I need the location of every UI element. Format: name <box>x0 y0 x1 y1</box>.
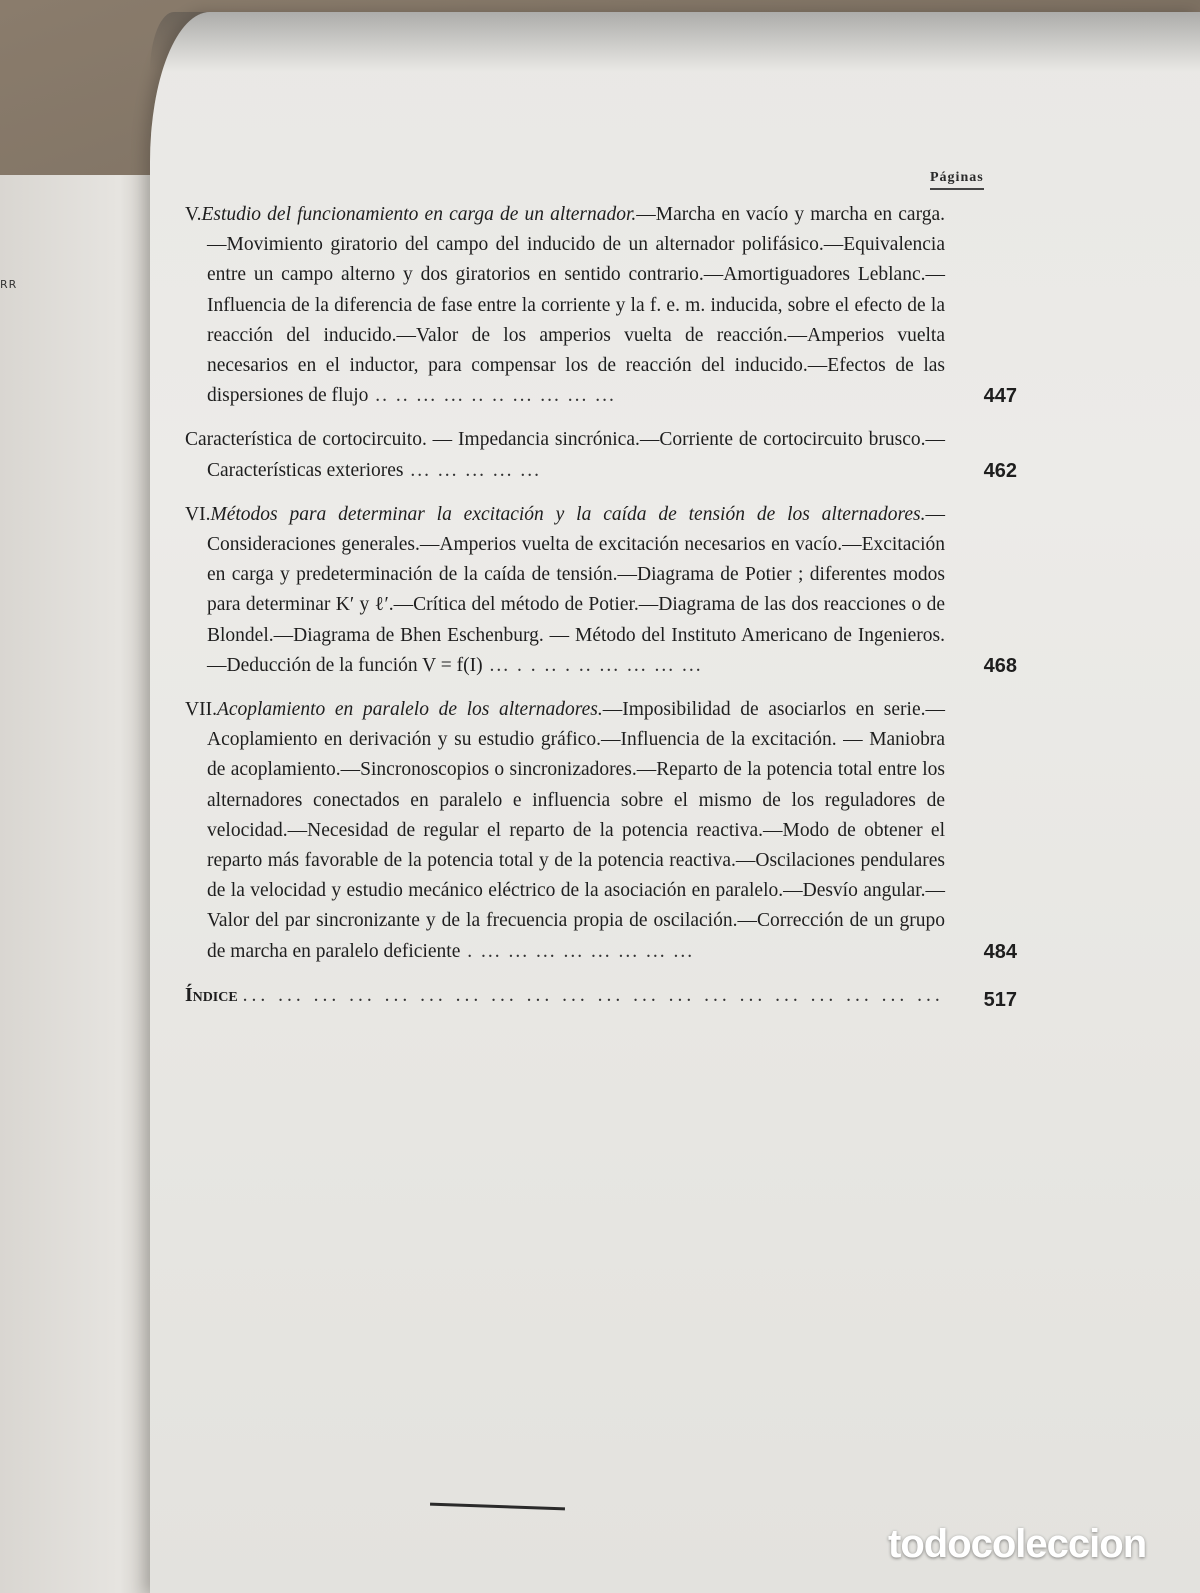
toc-entry-body: —Consideraciones generales.—Amperios vuelta de excitación necesarios en vacío.—Excitación en carga y predeterminación de la caída de tensión.—Diagrama de Potier ; diferentes modos para determinar K′ y ℓ′.—Crítica del método de Potier.—Diagrama de las dos reacciones o de Blondel.—Diagrama de Bhen Eschenburg. — Método del Instituto Americano de Ingenieros.—Deducción de la función V = f(I) <box>207 503 945 676</box>
left-page <box>0 175 150 1593</box>
toc-leader-dots: . ... ... ... ... ... ... ... ... <box>460 940 695 962</box>
toc-index-label: Índice <box>185 984 238 1006</box>
toc-entry-vi-text <box>185 500 945 681</box>
left-page-mark: RR <box>0 278 18 291</box>
toc-subentry-v <box>185 425 1017 485</box>
toc-entry-number: VII. <box>185 699 217 721</box>
toc-entry-title: Acoplamiento en paralelo de los alternadores. <box>216 699 603 721</box>
table-of-contents <box>185 200 1017 1015</box>
toc-index-text <box>185 985 944 1006</box>
toc-entry-number: VI. <box>185 503 211 525</box>
toc-subentry-v-text <box>185 425 945 485</box>
toc-entry-body: —Marcha en vacío y marcha en carga.—Movimiento giratorio del campo del inducido de un alternador polifásico.—Equivalencia entre un campo alterno y dos giratorios en sentido contrario.—Amortiguadores Leblanc.—Influencia de la diferencia de fase entre la corriente y la f. e. m. inducida, sobre el efecto de la reacción del inducido.—Valor de los amperios vuelta de reacción.—Amperios vuelta necesarios en el inductor, para compensar los de reacción del inducido.—Efectos de las dispersiones de flujo <box>207 204 945 407</box>
toc-entry-title: Estudio del funcionamiento en carga de un alternador. <box>201 204 637 225</box>
toc-entry-vi <box>185 500 1017 681</box>
toc-entry-vii-text <box>185 695 945 967</box>
toc-leader-dots: ... . . .. . .. ... ... ... ... <box>482 654 703 676</box>
toc-entry-number: V. <box>185 204 202 225</box>
toc-page-number: 447 <box>983 385 1017 408</box>
toc-page-number: 468 <box>983 654 1017 677</box>
toc-entry-v <box>185 200 1017 411</box>
watermark-logo: todocoleccion <box>888 1522 1147 1566</box>
toc-page-number: 517 <box>983 988 1017 1011</box>
toc-entry-title: Métodos para determinar la excitación y la caída de tensión de los alternadores. <box>210 503 926 525</box>
toc-entry-body: —Imposibilidad de asociarlos en serie.—Acoplamiento en derivación y su estudio gráfico.—Influencia de la excitación. — Maniobra de acoplamiento.—Sincronoscopios o sincronizadores.—Reparto de la potencia total entre los alternadores conectados en paralelo e influencia sobre el mismo de los reguladores de velocidad.—Necesidad de regular el reparto de la potencia reactiva.—Modo de obtener el reparto más favorable de la potencia total y de la potencia reactiva.—Oscilaciones pendulares de la velocidad y estudio mecánico eléctrico de la asociación en paralelo.—Desvío angular.—Valor del par sincronizante y de la frecuencia propia de oscilación.—Corrección de un grupo de marcha en paralelo deficiente <box>207 699 945 962</box>
column-header-paginas: Páginas <box>930 170 984 190</box>
toc-page-number: 462 <box>983 459 1017 482</box>
toc-entry-vii <box>185 695 1017 967</box>
toc-leader-dots: .. .. ... ... .. .. ... ... ... ... <box>368 385 616 407</box>
toc-subentry-body: Característica de cortocircuito. — Impedancia sincrónica.—Corriente de cortocircuito brusco.—Características exteriores <box>185 429 945 481</box>
toc-page-number: 484 <box>983 940 1017 963</box>
toc-index-row <box>185 981 1017 1015</box>
toc-leader-dots: ... ... ... ... ... <box>403 459 542 481</box>
toc-leader-dots: ... ... ... ... ... ... ... ... ... ... ... ... ... ... ... ... ... ... ... ... <box>242 984 944 1006</box>
toc-entry-v-text <box>185 200 945 411</box>
